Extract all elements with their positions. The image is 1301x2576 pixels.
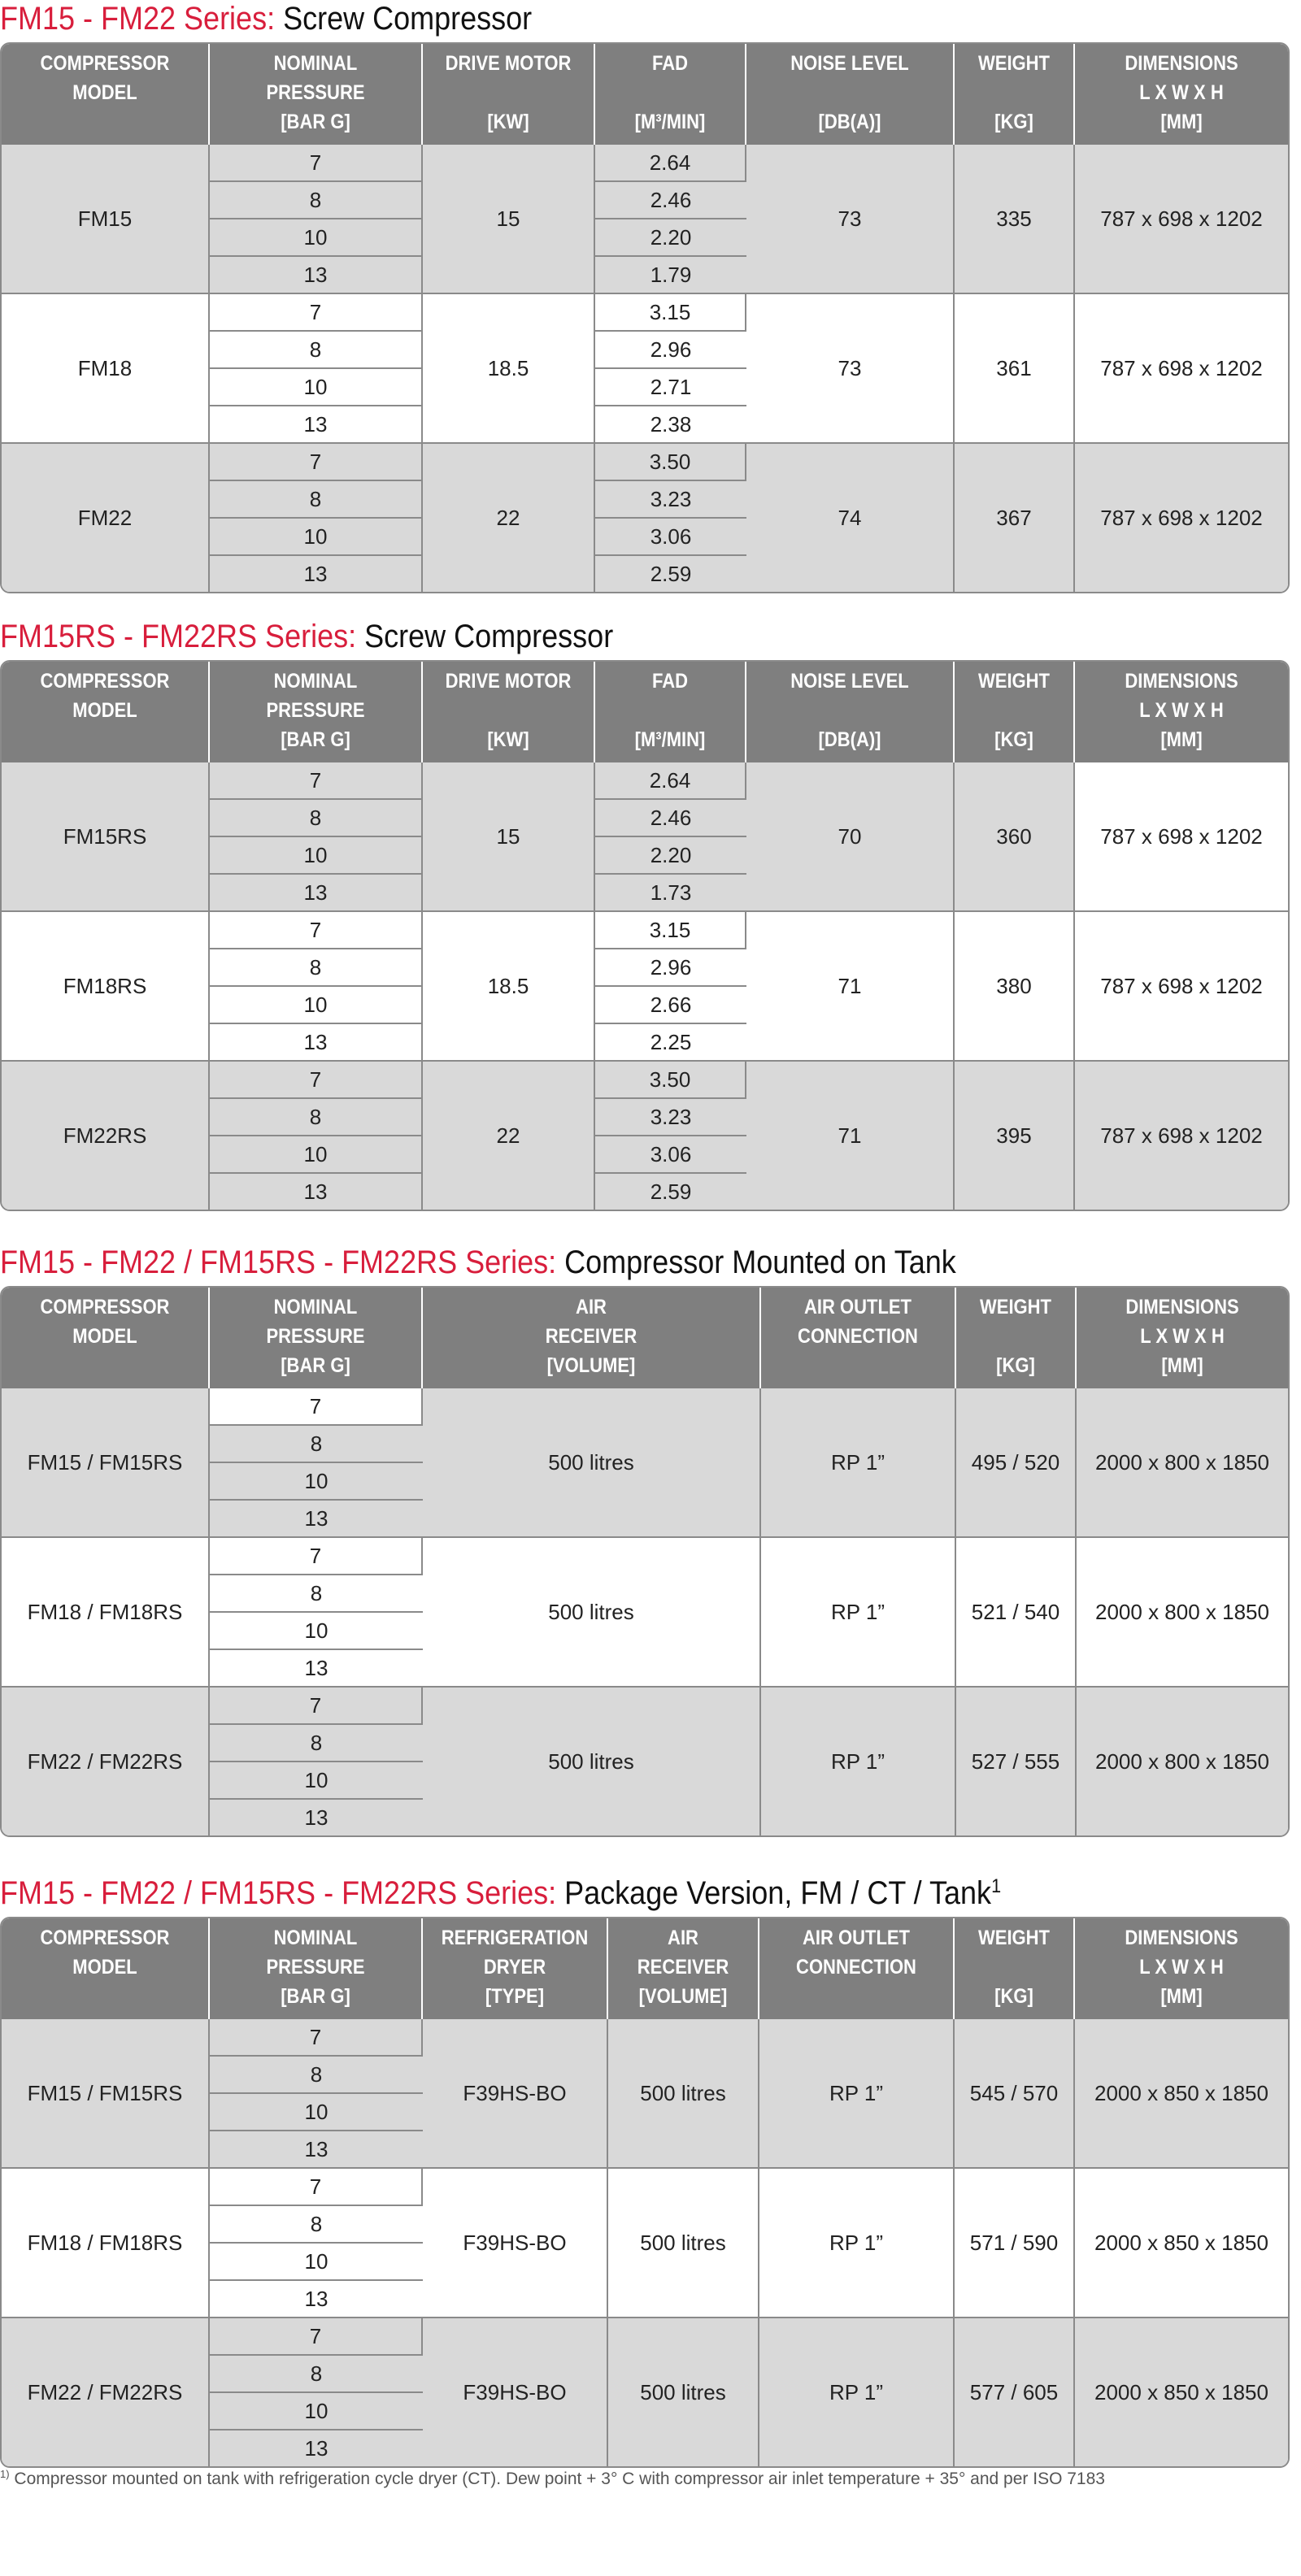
header-weight: WEIGHT [KG]: [955, 44, 1075, 145]
model-group-fm22: [2, 444, 1288, 592]
model-group-fm22-fm22rs: [2, 1688, 1288, 1835]
receiver-cell: 500 litres: [608, 2318, 759, 2466]
header-air-outlet: AIR OUTLET CONNECTION: [759, 1918, 955, 2019]
pressure-cell: 10: [210, 219, 423, 257]
pressure-cell: 8: [210, 332, 423, 369]
header-air-receiver: AIR RECEIVER [VOLUME]: [608, 1918, 759, 2019]
pressure-cell: 8: [210, 800, 423, 837]
weight-cell: 361: [955, 294, 1075, 444]
header-row: [2, 44, 1288, 145]
model-cell: FM22 / FM22RS: [2, 2318, 210, 2466]
model-group-fm15rs: [2, 762, 1288, 912]
weight-cell: 335: [955, 145, 1075, 294]
table-row: [2, 2169, 1288, 2206]
outlet-cell: RP 1”: [759, 2169, 955, 2318]
dimensions-cell: 2000 x 850 x 1850: [1075, 2169, 1288, 2318]
header-refrigeration-dryer: REFRIGERATION DRYER [TYPE]: [423, 1918, 608, 2019]
fad-cell: 2.64: [595, 145, 746, 182]
pressure-cell: 10: [210, 369, 423, 406]
header-fad: FAD [M³/MIN]: [595, 662, 746, 762]
fad-cell: 2.46: [595, 182, 746, 219]
dimensions-cell: 2000 x 850 x 1850: [1075, 2318, 1288, 2466]
drive-motor-cell: 22: [423, 444, 595, 592]
header-compressor-model: COMPRESSOR MODEL: [2, 662, 210, 762]
spec-table: [0, 1917, 1290, 2468]
noise-cell: 73: [746, 294, 955, 444]
fad-cell: 2.59: [595, 556, 746, 592]
series-type: Compressor Mounted on Tank: [564, 1245, 956, 1280]
table-row: [2, 294, 1288, 332]
pressure-cell: 13: [210, 2131, 423, 2169]
pressure-cell: 8: [210, 2356, 423, 2393]
pressure-cell: 10: [210, 837, 423, 875]
table-row: [2, 912, 1288, 949]
header-drive-motor: DRIVE MOTOR [KW]: [423, 662, 595, 762]
fad-cell: 2.20: [595, 837, 746, 875]
series-name: FM15 - FM22 / FM15RS - FM22RS Series:: [0, 1245, 557, 1280]
pressure-cell: 8: [210, 1725, 423, 1762]
header-nominal-pressure: NOMINAL PRESSURE [BAR G]: [210, 1918, 423, 2019]
outlet-cell: RP 1”: [761, 1538, 956, 1688]
receiver-cell: 500 litres: [608, 2169, 759, 2318]
pressure-cell: 13: [210, 875, 423, 912]
dimensions-cell: 787 x 698 x 1202: [1075, 912, 1288, 1062]
model-group-fm15-fm15rs: [2, 1388, 1288, 1538]
footnote-marker: 1: [991, 1875, 1002, 1897]
spec-table: [0, 660, 1290, 1211]
fad-cell: 2.38: [595, 406, 746, 444]
header-nominal-pressure: NOMINAL PRESSURE [BAR G]: [210, 662, 423, 762]
pressure-cell: 7: [210, 1062, 423, 1099]
header-nominal-pressure: NOMINAL PRESSURE [BAR G]: [210, 44, 423, 145]
noise-cell: 71: [746, 1062, 955, 1210]
dimensions-cell: 2000 x 850 x 1850: [1075, 2019, 1288, 2169]
pressure-cell: 7: [210, 2169, 423, 2206]
pressure-cell: 10: [210, 1136, 423, 1174]
header-weight: WEIGHT [KG]: [956, 1288, 1077, 1388]
model-group-fm15: [2, 145, 1288, 294]
spec-table: [0, 42, 1290, 593]
header-noise-level: NOISE LEVEL [DB(A)]: [746, 44, 955, 145]
pressure-cell: 7: [210, 762, 423, 800]
drive-motor-cell: 18.5: [423, 294, 595, 444]
pressure-cell: 7: [210, 444, 423, 481]
model-cell: FM22RS: [2, 1062, 210, 1210]
fad-cell: 1.73: [595, 875, 746, 912]
pressure-cell: 7: [210, 1538, 423, 1575]
table-row: [2, 762, 1288, 800]
header-fad: FAD [M³/MIN]: [595, 44, 746, 145]
pressure-cell: 13: [210, 257, 423, 294]
weight-cell: 367: [955, 444, 1075, 592]
header-dimensions: DIMENSIONS L X W X H [MM]: [1075, 662, 1288, 762]
series-type: Screw Compressor: [364, 619, 614, 654]
noise-cell: 71: [746, 912, 955, 1062]
dimensions-cell: 787 x 698 x 1202: [1075, 294, 1288, 444]
spec-table: [0, 1286, 1290, 1837]
fad-cell: 2.59: [595, 1174, 746, 1210]
footnote: [0, 2468, 1105, 2489]
table-row: [2, 1688, 1288, 1725]
pressure-cell: 7: [210, 1688, 423, 1725]
outlet-cell: RP 1”: [759, 2318, 955, 2466]
model-cell: FM15: [2, 145, 210, 294]
outlet-cell: RP 1”: [761, 1388, 956, 1538]
header-air-receiver: AIR RECEIVER [VOLUME]: [423, 1288, 761, 1388]
fad-cell: 3.06: [595, 1136, 746, 1174]
fad-cell: 2.96: [595, 332, 746, 369]
receiver-cell: 500 litres: [423, 1388, 761, 1538]
dimensions-cell: 2000 x 800 x 1850: [1077, 1538, 1288, 1688]
pressure-cell: 8: [210, 949, 423, 987]
fad-cell: 3.50: [595, 444, 746, 481]
pressure-cell: 10: [210, 987, 423, 1024]
section-title: [0, 618, 613, 655]
pressure-cell: 8: [210, 2057, 423, 2094]
pressure-cell: 13: [210, 1174, 423, 1210]
fad-cell: 2.66: [595, 987, 746, 1024]
header-compressor-model: COMPRESSOR MODEL: [2, 1288, 210, 1388]
table-row: [2, 145, 1288, 182]
table-row: [2, 1538, 1288, 1575]
pressure-cell: 8: [210, 182, 423, 219]
header-dimensions: DIMENSIONS L X W X H [MM]: [1075, 1918, 1288, 2019]
weight-cell: 395: [955, 1062, 1075, 1210]
header-noise-level: NOISE LEVEL [DB(A)]: [746, 662, 955, 762]
model-group-fm22rs: [2, 1062, 1288, 1210]
pressure-cell: 8: [210, 481, 423, 519]
footnote-text: Compressor mounted on tank with refrigeration cycle dryer (CT). Dew point + 3° C with compressor air inlet temperature + 35° and per ISO 7183: [14, 2470, 1105, 2488]
pressure-cell: 8: [210, 1426, 423, 1463]
fad-cell: 1.79: [595, 257, 746, 294]
dimensions-cell: 2000 x 800 x 1850: [1077, 1388, 1288, 1538]
noise-cell: 70: [746, 762, 955, 912]
dimensions-cell: 787 x 698 x 1202: [1075, 145, 1288, 294]
weight-cell: 360: [955, 762, 1075, 912]
fad-cell: 3.23: [595, 481, 746, 519]
model-cell: FM18RS: [2, 912, 210, 1062]
dimensions-cell: 787 x 698 x 1202: [1075, 444, 1288, 592]
receiver-cell: 500 litres: [423, 1688, 761, 1835]
header-dimensions: DIMENSIONS L X W X H [MM]: [1077, 1288, 1288, 1388]
table-row: [2, 1388, 1288, 1426]
pressure-cell: 8: [210, 2206, 423, 2244]
dimensions-cell: 787 x 698 x 1202: [1075, 1062, 1288, 1210]
pressure-cell: 13: [210, 1024, 423, 1062]
pressure-cell: 13: [210, 1800, 423, 1835]
table-row: [2, 2318, 1288, 2356]
model-cell: FM15 / FM15RS: [2, 1388, 210, 1538]
fad-cell: 3.15: [595, 912, 746, 949]
pressure-cell: 10: [210, 1463, 423, 1501]
outlet-cell: RP 1”: [761, 1688, 956, 1835]
noise-cell: 74: [746, 444, 955, 592]
fad-cell: 2.25: [595, 1024, 746, 1062]
receiver-cell: 500 litres: [423, 1538, 761, 1688]
weight-cell: 380: [955, 912, 1075, 1062]
drive-motor-cell: 22: [423, 1062, 595, 1210]
pressure-cell: 13: [210, 1501, 423, 1538]
table-row: [2, 1062, 1288, 1099]
header-nominal-pressure: NOMINAL PRESSURE [BAR G]: [210, 1288, 423, 1388]
header-compressor-model: COMPRESSOR MODEL: [2, 1918, 210, 2019]
weight-cell: 571 / 590: [955, 2169, 1075, 2318]
section-title: [0, 1874, 1001, 1912]
header-drive-motor: DRIVE MOTOR [KW]: [423, 44, 595, 145]
table-row: [2, 444, 1288, 481]
receiver-cell: 500 litres: [608, 2019, 759, 2169]
fad-cell: 3.23: [595, 1099, 746, 1136]
weight-cell: 545 / 570: [955, 2019, 1075, 2169]
header-row: [2, 1288, 1288, 1388]
pressure-cell: 8: [210, 1575, 423, 1613]
pressure-cell: 7: [210, 1388, 423, 1426]
pressure-cell: 7: [210, 912, 423, 949]
header-air-outlet: AIR OUTLET CONNECTION: [761, 1288, 956, 1388]
pressure-cell: 10: [210, 519, 423, 556]
pressure-cell: 10: [210, 1613, 423, 1650]
pressure-cell: 13: [210, 406, 423, 444]
fad-cell: 2.20: [595, 219, 746, 257]
model-group-fm18-fm18rs: [2, 2169, 1288, 2318]
series-type: Package Version, FM / CT / Tank: [564, 1875, 992, 1911]
pressure-cell: 13: [210, 2430, 423, 2466]
table-row: [2, 2019, 1288, 2057]
pressure-cell: 10: [210, 2393, 423, 2430]
weight-cell: 495 / 520: [956, 1388, 1077, 1538]
weight-cell: 577 / 605: [955, 2318, 1075, 2466]
model-group-fm18: [2, 294, 1288, 444]
fad-cell: 3.50: [595, 1062, 746, 1099]
pressure-cell: 13: [210, 1650, 423, 1688]
fad-cell: 3.15: [595, 294, 746, 332]
weight-cell: 521 / 540: [956, 1538, 1077, 1688]
model-cell: FM22 / FM22RS: [2, 1688, 210, 1835]
header-compressor-model: COMPRESSOR MODEL: [2, 44, 210, 145]
drive-motor-cell: 15: [423, 145, 595, 294]
pressure-cell: 7: [210, 294, 423, 332]
section-title: [0, 1244, 956, 1281]
pressure-cell: 10: [210, 2094, 423, 2131]
outlet-cell: RP 1”: [759, 2019, 955, 2169]
pressure-cell: 7: [210, 2019, 423, 2057]
noise-cell: 73: [746, 145, 955, 294]
fad-cell: 2.71: [595, 369, 746, 406]
dryer-cell: F39HS-BO: [423, 2318, 608, 2466]
pressure-cell: 8: [210, 1099, 423, 1136]
fad-cell: 2.96: [595, 949, 746, 987]
fad-cell: 2.64: [595, 762, 746, 800]
model-group-fm22-fm22rs: [2, 2318, 1288, 2466]
drive-motor-cell: 18.5: [423, 912, 595, 1062]
dimensions-cell: 2000 x 800 x 1850: [1077, 1688, 1288, 1835]
header-weight: WEIGHT [KG]: [955, 1918, 1075, 2019]
header-weight: WEIGHT [KG]: [955, 662, 1075, 762]
header-row: [2, 662, 1288, 762]
header-dimensions: DIMENSIONS L X W X H [MM]: [1075, 44, 1288, 145]
dryer-cell: F39HS-BO: [423, 2019, 608, 2169]
series-name: FM15 - FM22 / FM15RS - FM22RS Series:: [0, 1875, 557, 1911]
pressure-cell: 10: [210, 2244, 423, 2281]
dryer-cell: F39HS-BO: [423, 2169, 608, 2318]
dimensions-cell: 787 x 698 x 1202: [1075, 762, 1288, 912]
pressure-cell: 7: [210, 145, 423, 182]
model-cell: FM18: [2, 294, 210, 444]
fad-cell: 2.46: [595, 800, 746, 837]
drive-motor-cell: 15: [423, 762, 595, 912]
pressure-cell: 10: [210, 1762, 423, 1800]
pressure-cell: 13: [210, 2281, 423, 2318]
series-type: Screw Compressor: [283, 1, 533, 37]
weight-cell: 527 / 555: [956, 1688, 1077, 1835]
model-cell: FM18 / FM18RS: [2, 2169, 210, 2318]
series-name: FM15RS - FM22RS Series:: [0, 619, 357, 654]
footnote-marker: 1): [0, 2468, 10, 2480]
model-group-fm18rs: [2, 912, 1288, 1062]
pressure-cell: 7: [210, 2318, 423, 2356]
model-cell: FM22: [2, 444, 210, 592]
model-cell: FM15 / FM15RS: [2, 2019, 210, 2169]
model-group-fm15-fm15rs: [2, 2019, 1288, 2169]
model-cell: FM18 / FM18RS: [2, 1538, 210, 1688]
header-row: [2, 1918, 1288, 2019]
fad-cell: 3.06: [595, 519, 746, 556]
pressure-cell: 13: [210, 556, 423, 592]
model-cell: FM15RS: [2, 762, 210, 912]
series-name: FM15 - FM22 Series:: [0, 1, 276, 37]
model-group-fm18-fm18rs: [2, 1538, 1288, 1688]
section-title: [0, 0, 532, 37]
